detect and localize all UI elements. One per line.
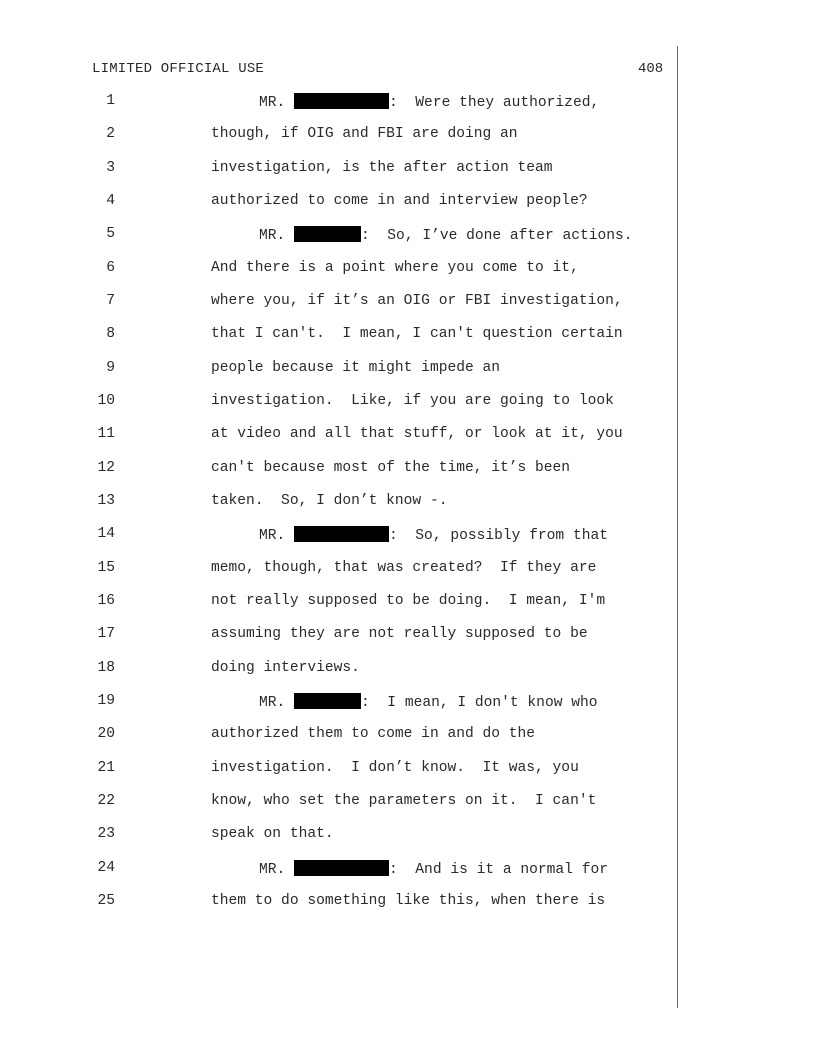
line-text: investigation. I don’t know. It was, you [211,759,579,776]
line-number: 1 [106,93,115,109]
line-text: authorized to come in and interview people? [211,192,588,209]
line-text: where you, if it’s an OIG or FBI investigation, [211,292,623,309]
page-number: 408 [638,61,664,77]
line-number: 18 [97,659,115,676]
line-text: that I can't. I mean, I can't question certain [211,326,623,343]
speaker-line-text [259,693,598,711]
speaker-title: MR. [259,694,295,711]
line-number: 11 [97,426,115,443]
line-number: 13 [97,492,115,509]
line-number: 21 [97,759,115,776]
line-number: 24 [97,859,115,876]
speaker-line-text [259,93,599,111]
speaker-title: MR. [259,228,295,245]
redaction-box [294,526,389,542]
speaker-title: MR. [259,528,295,545]
line-number: 8 [106,326,115,343]
speaker-line-text [259,226,633,244]
speaker-title: MR. [259,95,295,111]
speaker-statement: : So, I’ve done after actions. [361,228,633,245]
page-header-left: LIMITED OFFICIAL USE [92,61,265,77]
speaker-line-text [259,860,608,878]
line-number: 17 [97,626,115,643]
line-text: people because it might impede an [211,359,501,376]
speaker-statement: : I mean, I don't know who [361,694,598,711]
right-margin-rule [677,46,678,1008]
line-text: assuming they are not really supposed to be [211,626,588,643]
line-number: 2 [106,126,115,143]
line-text: not really supposed to be doing. I mean, I'm [211,592,606,609]
line-number: 22 [97,792,115,809]
line-text: can't because most of the time, it’s been [211,459,571,476]
line-number: 10 [97,392,115,409]
speaker-statement: : Were they authorized, [389,95,600,111]
line-text: speak on that. [211,826,334,843]
line-text: taken. So, I don’t know -. [211,492,448,509]
line-number: 25 [97,892,115,909]
line-text: them to do something like this, when there is [211,892,606,909]
line-text: doing interviews. [211,659,360,676]
line-number: 9 [106,359,115,376]
line-number: 7 [106,292,115,309]
line-number: 5 [106,226,115,243]
line-text: And there is a point where you come to it, [211,259,579,276]
line-number: 4 [106,192,115,209]
line-number: 6 [106,259,115,276]
redaction-box [294,693,361,709]
line-number: 3 [106,159,115,176]
speaker-statement: : So, possibly from that [389,528,608,545]
line-number: 12 [97,459,115,476]
line-text: though, if OIG and FBI are doing an [211,126,518,143]
redaction-box [294,226,361,242]
speaker-title: MR. [259,861,295,878]
line-text: investigation. Like, if you are going to look [211,392,614,409]
line-number: 15 [97,559,115,576]
speaker-statement: : And is it a normal for [389,861,608,878]
line-text: investigation, is the after action team [211,159,553,176]
redaction-box [294,860,389,876]
line-text: know, who set the parameters on it. I can't [211,792,597,809]
line-text: authorized them to come in and do the [211,726,536,743]
line-number: 19 [97,692,115,709]
line-number: 20 [97,726,115,743]
line-number: 16 [97,592,115,609]
redaction-box [294,93,389,109]
line-number: 14 [97,526,115,543]
line-text: memo, though, that was created? If they are [211,559,597,576]
speaker-line-text [259,526,608,544]
line-number: 23 [97,826,115,843]
line-text: at video and all that stuff, or look at it, you [211,426,623,443]
